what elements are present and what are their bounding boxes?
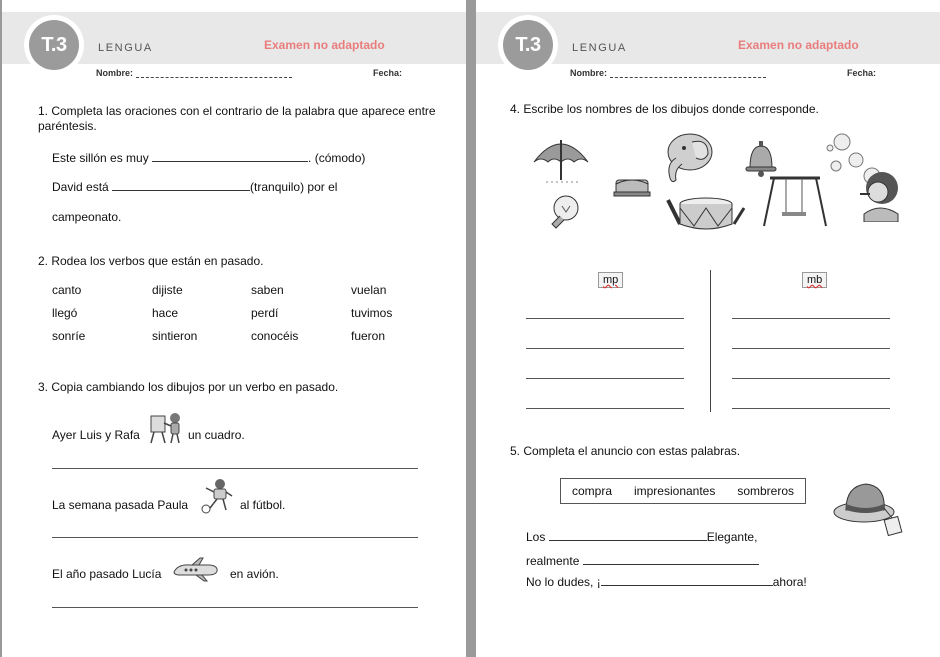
date-label: Fecha: [373,68,403,78]
subject-label: LENGUA [98,42,153,54]
mb-answer-line-2[interactable] [732,348,890,349]
q5-l2-blank[interactable] [583,555,759,565]
question-5-title: 5. Completa el anuncio con estas palabras. [510,444,741,458]
mp-answer-line-3[interactable] [526,378,684,379]
name-label: Nombre: [570,68,608,78]
unit-badge [24,15,84,75]
q2-word[interactable]: vuelan [351,283,387,297]
exam-type-label: Examen no adaptado [264,38,385,52]
q5-l1-start: Los [526,530,546,544]
q2-word[interactable]: canto [52,283,82,297]
hat-icon [832,478,908,544]
q5-line-3 [526,575,807,589]
q2-word[interactable]: saben [251,283,284,297]
date-label: Fecha: [847,68,877,78]
right-page [476,0,940,657]
q5-l1-blank[interactable] [549,531,707,541]
word-bank-item: impresionantes [633,484,716,498]
column-label-mb: mb [802,272,827,288]
q1-s1-start: Este sillón es muy [52,151,149,165]
drum-icon [664,194,748,234]
q5-line-1 [526,530,757,544]
mp-answer-line-1[interactable] [526,318,684,319]
q5-l2-start: realmente [526,554,580,568]
lightbulb-icon [540,192,584,232]
q3-answer-line-1[interactable] [52,468,418,469]
unit-badge [498,15,558,75]
q2-word[interactable]: fueron [351,329,386,343]
word-bank-item: compra [571,484,612,498]
q1-sentence-2 [52,180,337,194]
subject-label: LENGUA [572,42,627,54]
mp-answer-line-2[interactable] [526,348,684,349]
elephant-icon [656,130,718,188]
name-field[interactable] [610,77,766,78]
unit-badge-label: T.3 [29,20,79,70]
q2-word[interactable]: sonríe [52,329,86,343]
airplane-icon [170,556,220,582]
q3-answer-line-2[interactable] [52,537,418,538]
mp-answer-line-4[interactable] [526,408,684,409]
unit-badge-label: T.3 [503,20,553,70]
question-2-title: 2. Rodea los verbos que están en pasado. [38,254,264,268]
q1-s2-start: David está [52,180,109,194]
soccer-girl-icon [200,478,236,514]
word-bank [560,478,806,504]
mb-answer-line-1[interactable] [732,318,890,319]
bubbles-boy-icon [824,132,906,222]
word-bank-item: sombreros [737,484,794,498]
question-4-title: 4. Escribe los nombres de los dibujos donde corresponde. [510,102,819,116]
exam-type-label: Examen no adaptado [738,38,859,52]
q3-s2-end: al fútbol. [240,498,286,512]
q2-word[interactable]: tuvimos [351,306,393,320]
column-divider [710,270,711,412]
q1-s2-continuation: campeonato. [52,210,122,224]
q2-word[interactable]: conocéis [251,329,299,343]
q3-s1-start: Ayer Luis y Rafa [52,428,140,442]
q2-word[interactable]: perdí [251,306,279,320]
q2-word[interactable]: hace [152,306,179,320]
left-page [2,0,466,657]
swing-icon [762,172,828,228]
name-label: Nombre: [96,68,134,78]
q2-word[interactable]: dijiste [152,283,183,297]
q3-s2-start: La semana pasada Paula [52,498,189,512]
umbrella-icon [530,132,592,188]
q1-s2-end: (tranquilo) por el [250,180,338,194]
painting-icon [148,410,184,446]
q5-l3-blank[interactable] [601,576,773,586]
q3-answer-line-3[interactable] [52,607,418,608]
q5-line-2 [526,554,759,568]
q2-word[interactable]: llegó [52,306,78,320]
q1-s2-blank[interactable] [112,181,250,191]
mb-answer-line-4[interactable] [732,408,890,409]
q1-sentence-1 [52,151,365,165]
mb-answer-line-3[interactable] [732,378,890,379]
q3-s3-end: en avión. [230,567,279,581]
q5-l1-end: Elegante, [706,530,758,544]
column-label-mp: mp [598,272,623,288]
q1-s1-blank[interactable] [152,152,308,162]
q3-s3-start: El año pasado Lucía [52,567,162,581]
question-1-title: 1. Completa las oraciones con el contrario de la palabra que aparece entre paréntesis. [38,104,436,133]
q3-s1-end: un cuadro. [188,428,245,442]
q5-l3-end: ahora! [772,575,807,589]
cake-icon [612,172,652,198]
q2-word[interactable]: sintieron [152,329,198,343]
question-3-title: 3. Copia cambiando los dibujos por un verbo en pasado. [38,380,339,394]
name-field[interactable] [136,77,292,78]
q5-l3-start: No lo dudes, ¡ [526,575,601,589]
q1-s1-end: . (cómodo) [308,151,366,165]
